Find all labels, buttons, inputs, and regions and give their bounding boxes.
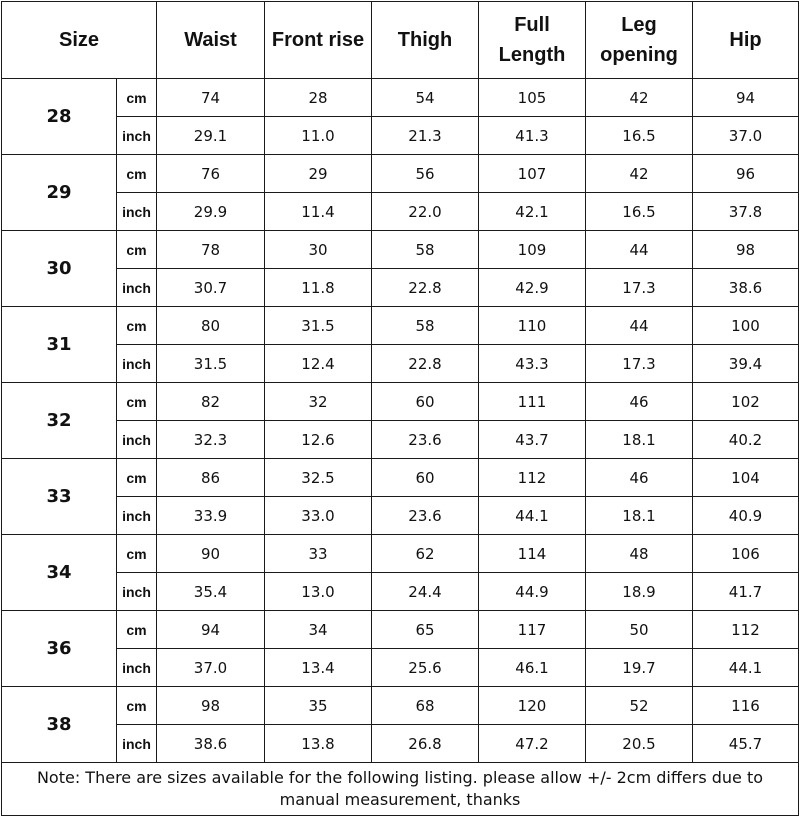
leg-opening-cm-value: 46: [586, 383, 693, 421]
leg-opening-inch-value: 17.3: [586, 345, 693, 383]
table-row: [2, 231, 799, 269]
thigh-cm-value: 60: [372, 383, 479, 421]
waist-cm-value: 74: [157, 79, 265, 117]
unit-label-inch: inch: [117, 117, 157, 155]
header-full-length: [479, 2, 586, 79]
header-front-rise: Front rise: [265, 2, 372, 79]
full-length-inch-value: 41.3: [479, 117, 586, 155]
thigh-cm-value: 54: [372, 79, 479, 117]
thigh-inch-value: 23.6: [372, 421, 479, 459]
unit-label-cm: cm: [117, 535, 157, 573]
leg-opening-cm-value: 50: [586, 611, 693, 649]
full-length-inch-value: 46.1: [479, 649, 586, 687]
waist-inch-value: 31.5: [157, 345, 265, 383]
leg-opening-cm-value: 52: [586, 687, 693, 725]
hip-inch-value: 41.7: [693, 573, 799, 611]
size-label: 38: [2, 687, 117, 763]
header-hip: Hip: [693, 2, 799, 79]
size-label: 31: [2, 307, 117, 383]
thigh-inch-value: 22.0: [372, 193, 479, 231]
unit-label-inch: inch: [117, 269, 157, 307]
table-row: [2, 79, 799, 117]
unit-label-inch: inch: [117, 497, 157, 535]
thigh-inch-value: 24.4: [372, 573, 479, 611]
front-rise-cm-value: 30: [265, 231, 372, 269]
front-rise-cm-value: 31.5: [265, 307, 372, 345]
table-row: [2, 117, 799, 155]
waist-cm-value: 90: [157, 535, 265, 573]
hip-inch-value: 39.4: [693, 345, 799, 383]
table-row: [2, 307, 799, 345]
full-length-inch-value: 42.1: [479, 193, 586, 231]
hip-inch-value: 44.1: [693, 649, 799, 687]
front-rise-cm-value: 32.5: [265, 459, 372, 497]
waist-inch-value: 33.9: [157, 497, 265, 535]
front-rise-inch-value: 12.4: [265, 345, 372, 383]
unit-label-cm: cm: [117, 383, 157, 421]
front-rise-cm-value: 34: [265, 611, 372, 649]
front-rise-inch-value: 11.4: [265, 193, 372, 231]
thigh-cm-value: 58: [372, 231, 479, 269]
size-rows: [2, 79, 799, 763]
leg-opening-cm-value: 42: [586, 79, 693, 117]
header-leg-opening-line1: Leg: [621, 14, 657, 36]
full-length-inch-value: 42.9: [479, 269, 586, 307]
thigh-cm-value: 56: [372, 155, 479, 193]
full-length-cm-value: 114: [479, 535, 586, 573]
waist-cm-value: 76: [157, 155, 265, 193]
front-rise-cm-value: 29: [265, 155, 372, 193]
leg-opening-inch-value: 16.5: [586, 117, 693, 155]
header-row: [2, 2, 799, 79]
unit-label-cm: cm: [117, 611, 157, 649]
size-label: 33: [2, 459, 117, 535]
waist-cm-value: 94: [157, 611, 265, 649]
size-table: [1, 1, 799, 816]
hip-inch-value: 40.2: [693, 421, 799, 459]
table-row: [2, 383, 799, 421]
front-rise-cm-value: 28: [265, 79, 372, 117]
unit-label-cm: cm: [117, 307, 157, 345]
hip-inch-value: 37.8: [693, 193, 799, 231]
front-rise-inch-value: 33.0: [265, 497, 372, 535]
header-leg-opening: [586, 2, 693, 79]
hip-inch-value: 40.9: [693, 497, 799, 535]
table-row: [2, 649, 799, 687]
full-length-inch-value: 43.3: [479, 345, 586, 383]
table-row: [2, 497, 799, 535]
note-text: Note: There are sizes available for the following listing. please allow +/- 2cm differs due to manual measurement, thanks: [2, 763, 799, 816]
table-row: [2, 459, 799, 497]
hip-cm-value: 102: [693, 383, 799, 421]
note-row: [2, 763, 799, 816]
leg-opening-inch-value: 16.5: [586, 193, 693, 231]
leg-opening-cm-value: 44: [586, 307, 693, 345]
full-length-cm-value: 109: [479, 231, 586, 269]
table-row: [2, 535, 799, 573]
leg-opening-cm-value: 48: [586, 535, 693, 573]
table-row: [2, 193, 799, 231]
leg-opening-inch-value: 17.3: [586, 269, 693, 307]
hip-cm-value: 98: [693, 231, 799, 269]
waist-cm-value: 82: [157, 383, 265, 421]
full-length-cm-value: 117: [479, 611, 586, 649]
hip-cm-value: 112: [693, 611, 799, 649]
unit-label-inch: inch: [117, 725, 157, 763]
full-length-cm-value: 111: [479, 383, 586, 421]
waist-inch-value: 38.6: [157, 725, 265, 763]
waist-cm-value: 98: [157, 687, 265, 725]
front-rise-inch-value: 11.0: [265, 117, 372, 155]
size-label: 30: [2, 231, 117, 307]
hip-inch-value: 37.0: [693, 117, 799, 155]
waist-inch-value: 32.3: [157, 421, 265, 459]
hip-cm-value: 94: [693, 79, 799, 117]
leg-opening-inch-value: 18.1: [586, 421, 693, 459]
waist-inch-value: 37.0: [157, 649, 265, 687]
full-length-inch-value: 44.9: [479, 573, 586, 611]
front-rise-inch-value: 11.8: [265, 269, 372, 307]
unit-label-cm: cm: [117, 231, 157, 269]
front-rise-inch-value: 12.6: [265, 421, 372, 459]
unit-label-cm: cm: [117, 79, 157, 117]
size-label: 29: [2, 155, 117, 231]
thigh-inch-value: 25.6: [372, 649, 479, 687]
thigh-inch-value: 23.6: [372, 497, 479, 535]
header-thigh: Thigh: [372, 2, 479, 79]
table-row: [2, 611, 799, 649]
unit-label-inch: inch: [117, 193, 157, 231]
front-rise-inch-value: 13.0: [265, 573, 372, 611]
thigh-cm-value: 62: [372, 535, 479, 573]
waist-inch-value: 35.4: [157, 573, 265, 611]
hip-cm-value: 106: [693, 535, 799, 573]
size-label: 28: [2, 79, 117, 155]
thigh-cm-value: 65: [372, 611, 479, 649]
table-row: [2, 725, 799, 763]
leg-opening-inch-value: 20.5: [586, 725, 693, 763]
table-row: [2, 573, 799, 611]
full-length-cm-value: 112: [479, 459, 586, 497]
unit-label-inch: inch: [117, 573, 157, 611]
hip-cm-value: 100: [693, 307, 799, 345]
hip-cm-value: 116: [693, 687, 799, 725]
leg-opening-cm-value: 42: [586, 155, 693, 193]
size-chart: [1, 1, 798, 826]
front-rise-cm-value: 35: [265, 687, 372, 725]
hip-inch-value: 45.7: [693, 725, 799, 763]
full-length-cm-value: 105: [479, 79, 586, 117]
front-rise-inch-value: 13.8: [265, 725, 372, 763]
leg-opening-inch-value: 18.9: [586, 573, 693, 611]
full-length-cm-value: 120: [479, 687, 586, 725]
table-row: [2, 421, 799, 459]
unit-label-cm: cm: [117, 155, 157, 193]
size-label: 34: [2, 535, 117, 611]
table-row: [2, 687, 799, 725]
leg-opening-inch-value: 19.7: [586, 649, 693, 687]
unit-label-cm: cm: [117, 687, 157, 725]
hip-cm-value: 96: [693, 155, 799, 193]
thigh-cm-value: 68: [372, 687, 479, 725]
table-row: [2, 269, 799, 307]
leg-opening-cm-value: 44: [586, 231, 693, 269]
header-leg-opening-line2: opening: [600, 44, 678, 66]
full-length-cm-value: 107: [479, 155, 586, 193]
waist-inch-value: 30.7: [157, 269, 265, 307]
thigh-inch-value: 26.8: [372, 725, 479, 763]
waist-inch-value: 29.1: [157, 117, 265, 155]
hip-cm-value: 104: [693, 459, 799, 497]
thigh-cm-value: 58: [372, 307, 479, 345]
header-full-length-line2: Length: [498, 44, 566, 66]
size-label: 32: [2, 383, 117, 459]
front-rise-cm-value: 33: [265, 535, 372, 573]
thigh-inch-value: 22.8: [372, 269, 479, 307]
table-row: [2, 345, 799, 383]
waist-inch-value: 29.9: [157, 193, 265, 231]
unit-label-cm: cm: [117, 459, 157, 497]
header-size: Size: [2, 2, 157, 79]
unit-label-inch: inch: [117, 649, 157, 687]
thigh-inch-value: 22.8: [372, 345, 479, 383]
full-length-inch-value: 43.7: [479, 421, 586, 459]
table-row: [2, 155, 799, 193]
leg-opening-inch-value: 18.1: [586, 497, 693, 535]
unit-label-inch: inch: [117, 421, 157, 459]
front-rise-inch-value: 13.4: [265, 649, 372, 687]
header-full-length-line1: Full: [514, 14, 550, 36]
hip-inch-value: 38.6: [693, 269, 799, 307]
unit-label-inch: inch: [117, 345, 157, 383]
full-length-inch-value: 44.1: [479, 497, 586, 535]
thigh-inch-value: 21.3: [372, 117, 479, 155]
full-length-cm-value: 110: [479, 307, 586, 345]
size-label: 36: [2, 611, 117, 687]
front-rise-cm-value: 32: [265, 383, 372, 421]
waist-cm-value: 78: [157, 231, 265, 269]
full-length-inch-value: 47.2: [479, 725, 586, 763]
waist-cm-value: 80: [157, 307, 265, 345]
thigh-cm-value: 60: [372, 459, 479, 497]
leg-opening-cm-value: 46: [586, 459, 693, 497]
header-waist: Waist: [157, 2, 265, 79]
waist-cm-value: 86: [157, 459, 265, 497]
